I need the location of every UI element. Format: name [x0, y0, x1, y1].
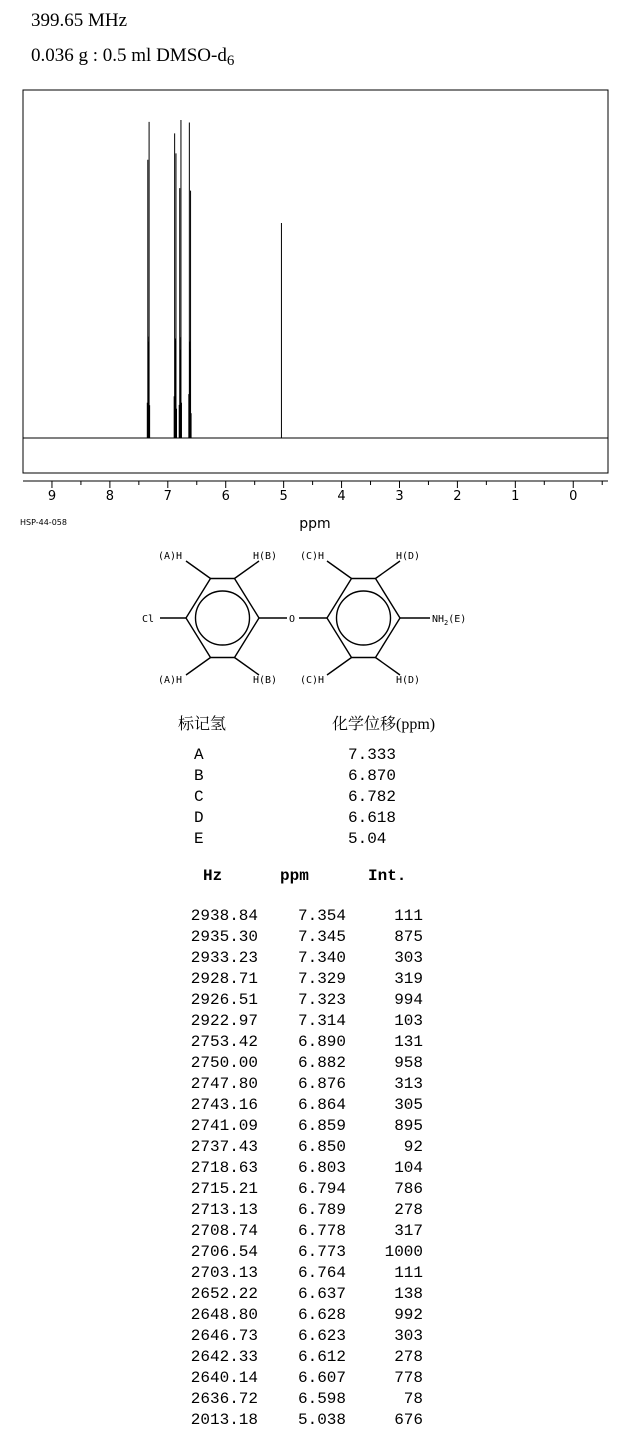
peak-ppm: 6.789 [297, 1201, 346, 1219]
peak-ppm: 6.778 [297, 1222, 346, 1240]
peak-ppm: 6.607 [297, 1369, 346, 1387]
peak-hz: 2013.18 [190, 1411, 258, 1429]
peak-ppm: 6.773 [297, 1243, 346, 1261]
peak-table-row [0, 1180, 626, 1201]
molecular-structure [0, 540, 626, 700]
oxygen-label: O [289, 614, 296, 625]
peak-intensity: 303 [394, 949, 423, 967]
peak-table-row [0, 907, 626, 928]
peak-intensity: 676 [394, 1411, 423, 1429]
peak-header-ppm: ppm [280, 867, 309, 885]
peak-intensity: 958 [394, 1054, 423, 1072]
peak-table-row [0, 1222, 626, 1243]
peak-hz: 2933.23 [190, 949, 258, 967]
peak-ppm: 6.623 [297, 1327, 346, 1345]
peak-ppm: 7.323 [297, 991, 346, 1009]
peak-table-row [0, 1264, 626, 1285]
peak-ppm: 6.628 [297, 1306, 346, 1324]
peak-table-row [0, 1201, 626, 1222]
label-c-bottom: (C)H [300, 675, 325, 686]
assignment-label: A [194, 746, 204, 764]
label-d-top: H(D) [396, 551, 421, 562]
peak-intensity: 875 [394, 928, 423, 946]
peak-intensity: 92 [403, 1138, 423, 1156]
peak-intensity: 1000 [384, 1243, 423, 1261]
x-axis-ticks [48, 481, 602, 504]
x-tick-label: 4 [337, 489, 346, 504]
peak-hz: 2706.54 [190, 1243, 258, 1261]
peak-intensity: 305 [394, 1096, 423, 1114]
peak-ppm: 5.038 [297, 1411, 346, 1429]
label-c-top: (C)H [300, 551, 325, 562]
peak-intensity: 319 [394, 970, 423, 988]
peak-intensity: 111 [394, 1264, 423, 1282]
peak-table-row [0, 1243, 626, 1264]
peak-table-row [0, 1012, 626, 1033]
peak-table-row [0, 1411, 626, 1432]
peak-intensity: 111 [394, 907, 423, 925]
peak-hz: 2648.80 [190, 1306, 258, 1324]
peak-ppm: 7.314 [297, 1012, 346, 1030]
peak-table-row [0, 949, 626, 970]
chlorine-label: Cl [142, 614, 155, 625]
peak-table-row [0, 1138, 626, 1159]
peak-table-row [0, 1033, 626, 1054]
benzene-ring-right [327, 579, 400, 658]
peak-intensity: 131 [394, 1033, 423, 1051]
sample-subscript: 6 [226, 53, 235, 69]
spectrometer-frequency: 399.65 MHz [31, 10, 128, 31]
benzene-ring-left [186, 579, 259, 658]
peak-hz: 2747.80 [190, 1075, 258, 1093]
peak-table-row [0, 1117, 626, 1138]
peak-intensity: 278 [394, 1201, 423, 1219]
peak-table-row [0, 970, 626, 991]
peak-intensity: 138 [394, 1285, 423, 1303]
assignment-shift: 7.333 [348, 746, 397, 764]
peak-hz: 2713.13 [190, 1201, 258, 1219]
x-tick-label: 1 [511, 489, 520, 504]
peak-table-row [0, 928, 626, 949]
peak-ppm: 7.340 [297, 949, 346, 967]
peak-table-row [0, 1054, 626, 1075]
peak-ppm: 6.612 [297, 1348, 346, 1366]
assignment-shift: 6.618 [348, 809, 397, 827]
label-d-bottom: H(D) [396, 675, 421, 686]
peak-hz: 2938.84 [190, 907, 258, 925]
peak-hz: 2928.71 [190, 970, 258, 988]
peak-header-hz: Hz [203, 867, 223, 885]
label-b-bottom: H(B) [253, 675, 278, 686]
plot-frame [23, 90, 608, 473]
x-tick-label: 9 [47, 489, 57, 504]
assignment-header-label: 标记氢 [178, 716, 227, 733]
peak-intensity: 78 [403, 1390, 423, 1408]
peak-hz: 2640.14 [190, 1369, 258, 1387]
peak-intensity: 104 [394, 1159, 423, 1177]
peak-intensity: 317 [394, 1222, 423, 1240]
peak-ppm: 6.794 [297, 1180, 346, 1198]
peak-ppm: 6.803 [297, 1159, 346, 1177]
peak-header-int: Int. [368, 867, 407, 885]
peak-hz: 2935.30 [190, 928, 258, 946]
peak-table-row [0, 1159, 626, 1180]
x-tick-label: 7 [163, 489, 172, 504]
peak-intensity: 992 [394, 1306, 423, 1324]
sample-text: 0.036 g : 0.5 ml DMSO-d [31, 45, 227, 66]
peak-hz: 2715.21 [190, 1180, 258, 1198]
peak-ppm: 6.876 [297, 1075, 346, 1093]
peak-hz: 2642.33 [190, 1348, 258, 1366]
peak-table-row [0, 1306, 626, 1327]
peak-ppm: 7.329 [297, 970, 346, 988]
peak-hz: 2926.51 [190, 991, 258, 1009]
peak-table-row [0, 1369, 626, 1390]
nmr-spectrum-chart [0, 0, 626, 540]
peak-intensity: 103 [394, 1012, 423, 1030]
peak-intensity: 994 [394, 991, 423, 1009]
peak-ppm: 6.864 [297, 1096, 346, 1114]
x-axis-label: ppm [299, 516, 331, 532]
peak-hz: 2741.09 [190, 1117, 258, 1135]
assignment-label: C [194, 788, 204, 806]
sample-id: HSP-44-058 [20, 518, 67, 527]
x-tick-label: 3 [395, 489, 404, 504]
peak-intensity: 786 [394, 1180, 423, 1198]
peak-ppm: 6.598 [297, 1390, 346, 1408]
label-a-bottom: (A)H [158, 675, 183, 686]
peak-hz: 2750.00 [190, 1054, 258, 1072]
label-b-top: H(B) [253, 551, 278, 562]
assignment-shift: 6.782 [348, 788, 397, 806]
peak-ppm: 6.882 [297, 1054, 346, 1072]
peak-hz: 2922.97 [190, 1012, 258, 1030]
peak-table-row [0, 1075, 626, 1096]
assignment-header-shift: 化学位移(ppm) [332, 716, 436, 733]
x-tick-label: 5 [279, 489, 288, 504]
assignment-label: B [194, 767, 204, 785]
peak-hz: 2753.42 [190, 1033, 258, 1051]
amine-label: $NH_2(E)$ [432, 614, 467, 627]
peak-table-row [0, 1348, 626, 1369]
peak-ppm: 6.764 [297, 1264, 346, 1282]
assignment-label: E [194, 830, 204, 848]
peak-table-row [0, 1096, 626, 1117]
assignment-shift: 5.04 [348, 830, 387, 848]
peak-intensity: 895 [394, 1117, 423, 1135]
peak-ppm: 7.354 [297, 907, 346, 925]
peak-hz: 2743.16 [190, 1096, 258, 1114]
peak-table-row [0, 1390, 626, 1411]
peak-intensity: 303 [394, 1327, 423, 1345]
peak-ppm: 6.637 [297, 1285, 346, 1303]
peak-ppm: 7.345 [297, 928, 346, 946]
peak-hz: 2636.72 [190, 1390, 258, 1408]
peak-intensity: 778 [394, 1369, 423, 1387]
peak-intensity: 313 [394, 1075, 423, 1093]
peak-table-row [0, 991, 626, 1012]
peak-hz: 2718.63 [190, 1159, 258, 1177]
peak-marks [147, 120, 281, 438]
peak-ppm: 6.859 [297, 1117, 346, 1135]
peak-hz: 2737.43 [190, 1138, 258, 1156]
x-tick-label: 8 [105, 489, 115, 504]
peak-hz: 2652.22 [190, 1285, 258, 1303]
peak-hz: 2708.74 [190, 1222, 258, 1240]
peak-intensity: 278 [394, 1348, 423, 1366]
peak-table-row [0, 1285, 626, 1306]
assignment-shift: 6.870 [348, 767, 397, 785]
peak-ppm: 6.850 [297, 1138, 346, 1156]
x-tick-label: 6 [221, 489, 230, 504]
assignment-label: D [194, 809, 204, 827]
x-tick-label: 2 [453, 489, 462, 504]
label-a-top: (A)H [158, 551, 183, 562]
peak-hz: 2703.13 [190, 1264, 258, 1282]
peak-hz: 2646.73 [190, 1327, 258, 1345]
x-tick-label: 0 [569, 489, 578, 504]
peak-table-row [0, 1327, 626, 1348]
peak-ppm: 6.890 [297, 1033, 346, 1051]
